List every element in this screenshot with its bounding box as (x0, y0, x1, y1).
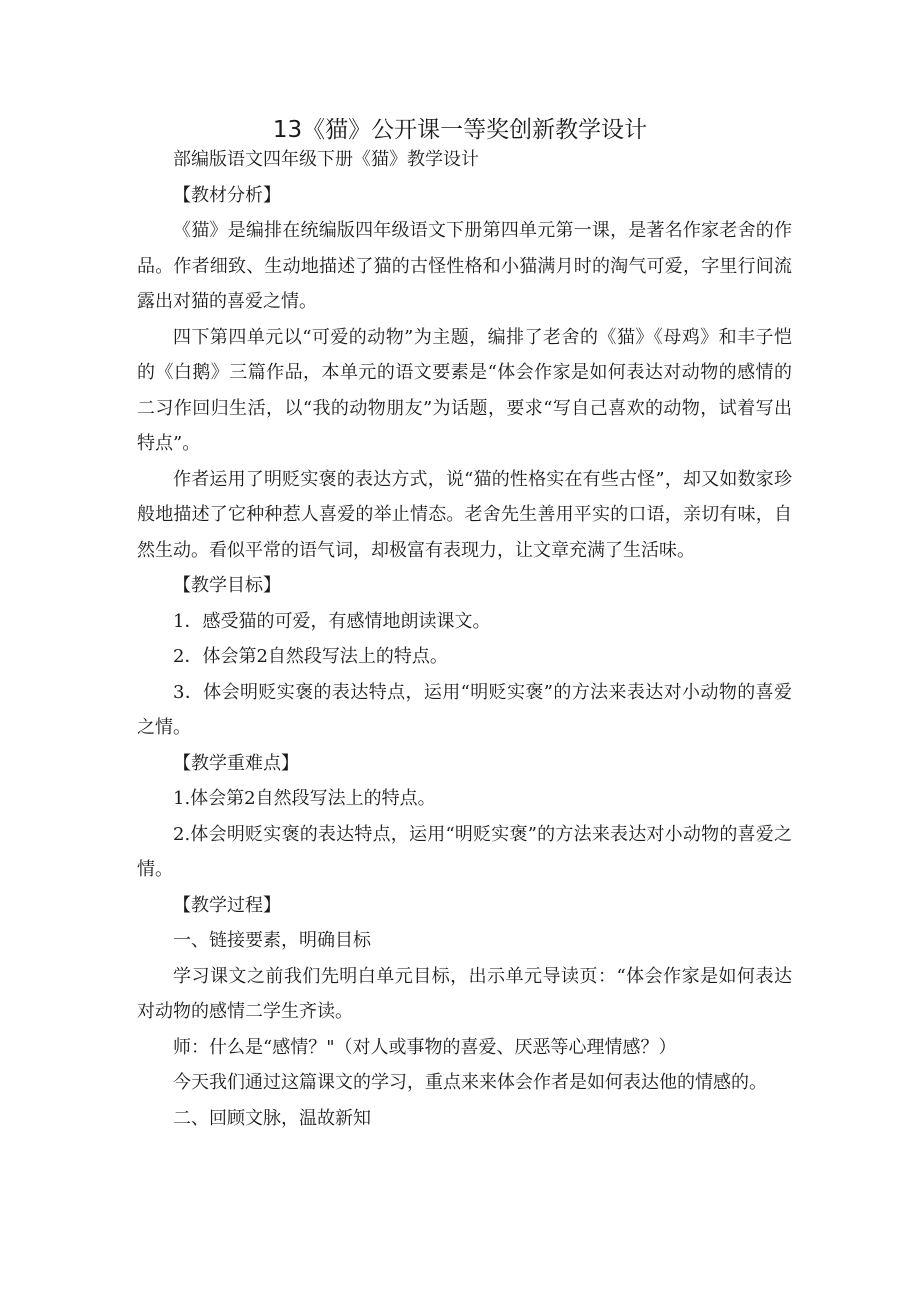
key-point-item: 1.体会第2自然段写法上的特点。 (173, 788, 436, 809)
section-heading-key-points: 【教学重难点】 (173, 752, 299, 774)
body-paragraph: 学习课文之前我们先明白单元目标，出示单元导读页：“体会作家是如何表达对动物的感情二学生齐读。 (137, 965, 792, 1022)
goal-item: 1．感受猫的可爱，有感情地朗读课文。 (173, 610, 491, 632)
document-body (137, 142, 792, 1136)
goal-item: 3．体会明贬实褒的表达特点，运用“明贬实褒”的方法来表达对小动物的喜爱之情。 (137, 681, 792, 738)
body-paragraph: 师：什么是“感情？"（对人或事物的喜爱、厌恶等心理情感？） (173, 1036, 677, 1058)
body-paragraph: 今天我们通过这篇课文的学习，重点来来体会作者是如何表达他的情感的。 (173, 1072, 767, 1093)
body-paragraph: 《猫》是编排在统编版四年级语文下册第四单元第一课，是著名作家老舍的作品。作者细致、生动地描述了猫的古怪性格和小猫满月时的淘气可爱，字里行间流露出对猫的喜爱之情。 (137, 220, 792, 312)
section-heading-material-analysis: 【教材分析】 (173, 184, 281, 206)
process-step-heading: 一、链接要素，明确目标 (173, 930, 371, 951)
document-title: 13《猫》公开课一等奖创新教学设计 (272, 117, 648, 143)
key-point-item: 2.体会明贬实褒的表达特点，运用“明贬实褒”的方法来表达对小动物的喜爱之情。 (137, 823, 792, 880)
body-paragraph: 作者运用了明贬实褒的表达方式，说“猫的性格实在有些古怪”，却又如数家珍般地描述了它种种惹人喜爱的举止情态。老舍先生善用平实的口语，亲切有味，自然生动。看似平常的语气词，却极富有表现力，让文章充满了生活味。 (137, 468, 792, 561)
section-heading-teaching-goals: 【教学目标】 (173, 575, 281, 596)
subtitle-paragraph: 部编版语文四年级下册《猫》教学设计 (173, 149, 479, 170)
body-paragraph: 四下第四单元以“可爱的动物”为主题，编排了老舍的《猫》《母鸡》和丰子恺的《白鹅》三篇作品，本单元的语文要素是“体会作家是如何表达对动物的感情的二习作回归生活，以“我的动物朋友”为话题，要求“写自己喜欢的动物，试着写出特点”。 (137, 326, 792, 454)
goal-item: 2．体会第2自然段写法上的特点。 (173, 646, 448, 667)
process-step-heading: 二、回顾文脉，温故新知 (173, 1107, 371, 1129)
section-heading-teaching-process: 【教学过程】 (173, 894, 281, 916)
